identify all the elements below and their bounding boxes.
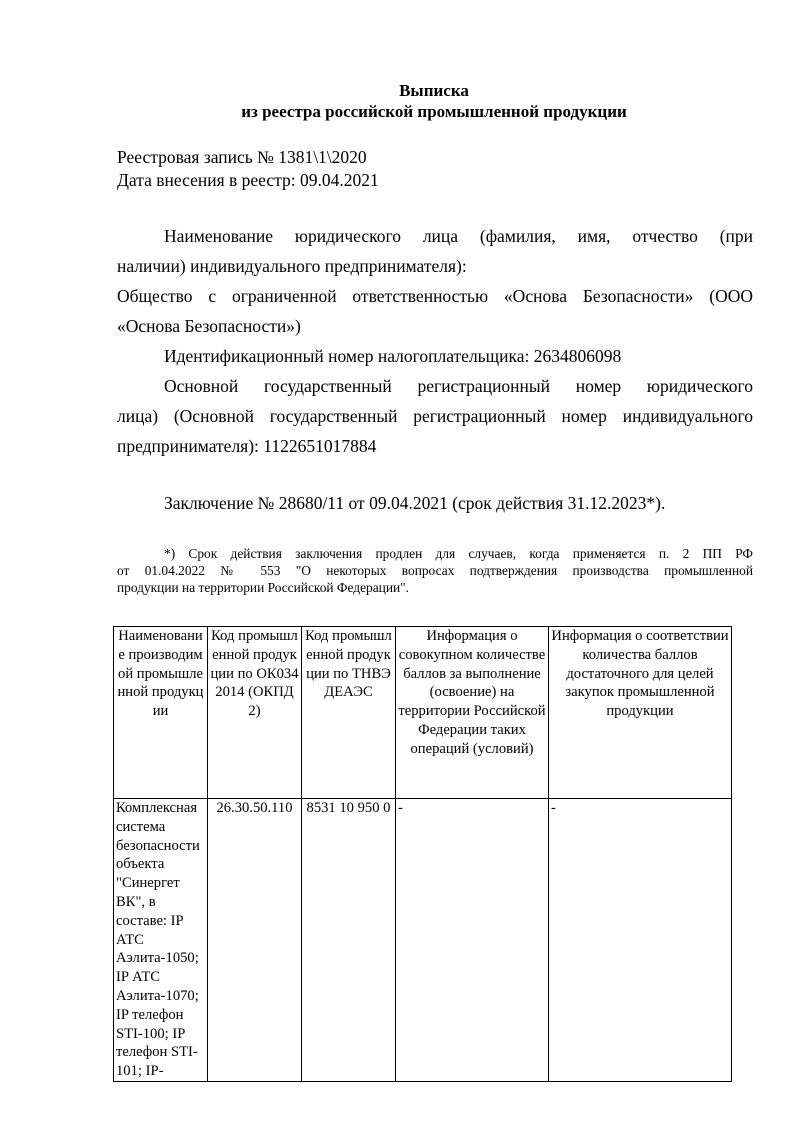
footnote-line3: продукции на территории Российской Федерации".: [117, 580, 409, 595]
company-name-label-line2: наличии) индивидуального предпринимателя):: [117, 256, 467, 276]
company-name-line1: Общество с ограниченной ответственностью «Основа Безопасности» (ООО: [117, 286, 753, 306]
header-product-name: Наименование производимой промышленной продукции: [114, 627, 208, 799]
company-ogrn-line2: лица) (Основной государственный регистрационный номер индивидуального: [117, 406, 753, 426]
company-inn: Идентификационный номер налогоплательщика: 2634806098: [164, 346, 622, 366]
document-subtitle: из реестра российской промышленной продукции: [241, 102, 627, 121]
table-row: [114, 799, 732, 1082]
points-cell: -: [396, 799, 549, 1082]
footnote-line2: от 01.04.2022 № 553 "О некоторых вопросах подтверждения производства промышленной: [117, 563, 753, 578]
okpd2-code-cell: 26.30.50.110: [208, 799, 302, 1082]
product-name-cell: Комплексная система безопасности объекта "Синергет ВК", в составе: IP АТС Аэлита-1050; IP АТС Аэлита-1070; IP телефон STI-100; IP телефон STI-101; IP-: [114, 799, 208, 1082]
table-header-row: [114, 627, 732, 799]
registry-entry: Реестровая запись № 1381\1\2020: [117, 147, 367, 167]
header-points-info: Информация о совокупном количестве баллов за выполнение (освоение) на территории Российской Федерации таких операций (условий): [396, 627, 549, 799]
header-tnved-code: Код промышленной продукции по ТНВЭДЕАЭС: [302, 627, 396, 799]
tnved-code-cell: 8531 10 950 0: [302, 799, 396, 1082]
header-compliance-info: Информация о соответствии количества баллов достаточного для целей закупок промышленной продукции: [549, 627, 732, 799]
registry-date: Дата внесения в реестр: 09.04.2021: [117, 170, 379, 190]
company-name-line2: «Основа Безопасности»): [117, 316, 301, 336]
company-ogrn-line3: предпринимателя): 1122651017884: [117, 436, 377, 456]
products-table: [113, 626, 732, 1082]
footnote-line1: *) Срок действия заключения продлен для случаев, когда применяется п. 2 ПП РФ: [164, 546, 753, 561]
company-ogrn-line1: Основной государственный регистрационный номер юридического: [164, 376, 753, 396]
document-title: Выписка: [399, 81, 469, 100]
header-okpd2-code: Код промышленной продукции по ОК0342014 (ОКПД2): [208, 627, 302, 799]
company-name-label-line1: Наименование юридического лица (фамилия, имя, отчество (при: [164, 226, 753, 246]
compliance-cell: -: [549, 799, 732, 1082]
conclusion-text: Заключение № 28680/11 от 09.04.2021 (срок действия 31.12.2023*).: [164, 493, 666, 513]
